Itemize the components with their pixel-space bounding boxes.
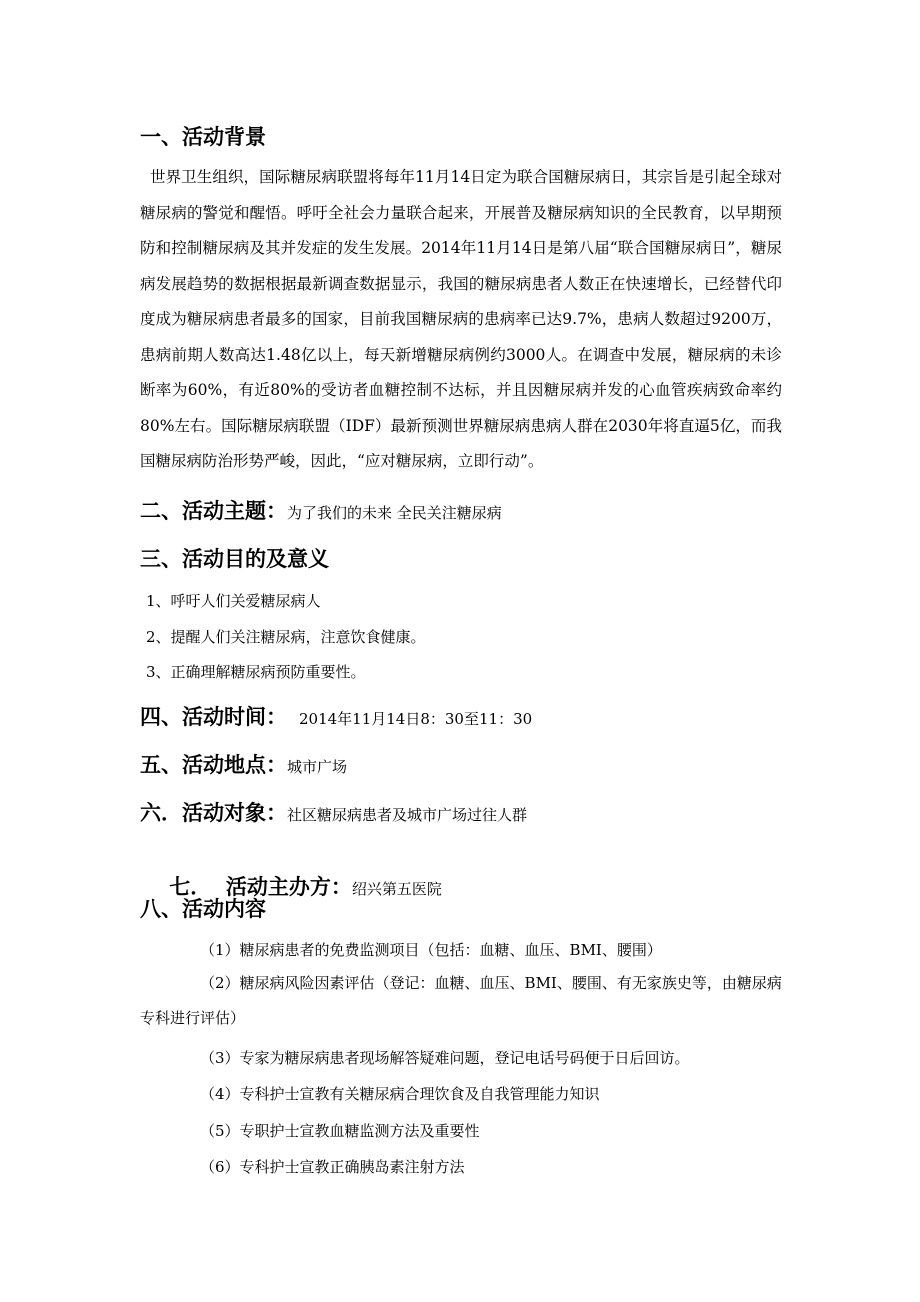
section-heading-purpose: 三、活动目的及意义 — [140, 547, 329, 571]
purpose-item: 3、正确理解糖尿病预防重要性。 — [146, 663, 366, 681]
section-heading-location — [140, 752, 347, 780]
location-label: 五、活动地点： — [140, 753, 287, 777]
section-heading-theme — [140, 498, 502, 526]
section-heading-content: 八、活动内容 — [140, 897, 266, 921]
theme-value: 为了我们的未来 全民关注糖尿病 — [287, 504, 502, 522]
content-item: （4）专科护士宣教有关糖尿病合理饮食及自我管理能力知识 — [200, 1085, 600, 1103]
audience-label: 六．活动对象： — [140, 801, 287, 825]
section-heading-background: 一、活动背景 — [140, 125, 266, 149]
location-value: 城市广场 — [287, 758, 348, 776]
section-heading-audience — [140, 800, 527, 828]
section-heading-time — [140, 704, 532, 732]
content-item: （1）糖尿病患者的免费监测项目（包括：血糖、血压、BMI、腰围） — [200, 941, 662, 959]
purpose-item: 1、呼吁人们关爱糖尿病人 — [146, 592, 321, 610]
organizer-value: 绍兴第五医院 — [351, 880, 442, 898]
background-paragraph: 世界卫生组织，国际糖尿病联盟将每年11月14日定为联合国糖尿病日，其宗旨是引起全球对糖尿病的警觉和醒悟。呼吁全社会力量联合起来，开展普及糖尿病知识的全民教育，以早期预防和控制糖尿病及其并发症的发生发展。2014年11月14日是第八届“联合国糖尿病日”，糖尿病发展趋势的数据根据最新调查数据显示，我国的糖尿病患者人数正在快速增长，已经替代印度成为糖尿病患者最多的国家，目前我国糖尿病的患病率已达9.7%，患病人数超过9200万，患病前期人数高达1.48亿以上，每天新增糖尿病例约3000人。在调查中发展，糖尿病的未诊断率为60%，有近80%的受访者血糖控制不达标，并且因糖尿病并发的心血管疾病致命率约80%左右。国际糖尿病联盟（IDF）最新预测世界糖尿病患病人群在2030年将直逼5亿，而我国糖尿病防治形势严峻，因此，“应对糖尿病，立即行动”。 — [140, 168, 782, 470]
content-item: （3）专家为糖尿病患者现场解答疑难问题，登记电话号码便于日后回访。 — [200, 1049, 690, 1067]
content-item: （5）专职护士宣教血糖监测方法及重要性 — [200, 1122, 480, 1140]
content-item: （2）糖尿病风险因素评估（登记：血糖、血压、BMI、腰围、有无家族史等，由糖尿病专科进行评估） — [140, 974, 782, 1027]
theme-label: 二、活动主题： — [140, 499, 287, 523]
organizer-label: 七． 活动主办方： — [169, 875, 352, 899]
audience-value: 社区糖尿病患者及城市广场过往人群 — [287, 806, 528, 824]
purpose-item: 2、提醒人们关注糖尿病，注意饮食健康。 — [146, 628, 426, 646]
time-label: 四、活动时间： — [140, 705, 287, 729]
time-value: 2014年11月14日8：30至11：30 — [299, 710, 533, 728]
content-item: （6）专科护士宣教正确胰岛素注射方法 — [200, 1158, 465, 1176]
